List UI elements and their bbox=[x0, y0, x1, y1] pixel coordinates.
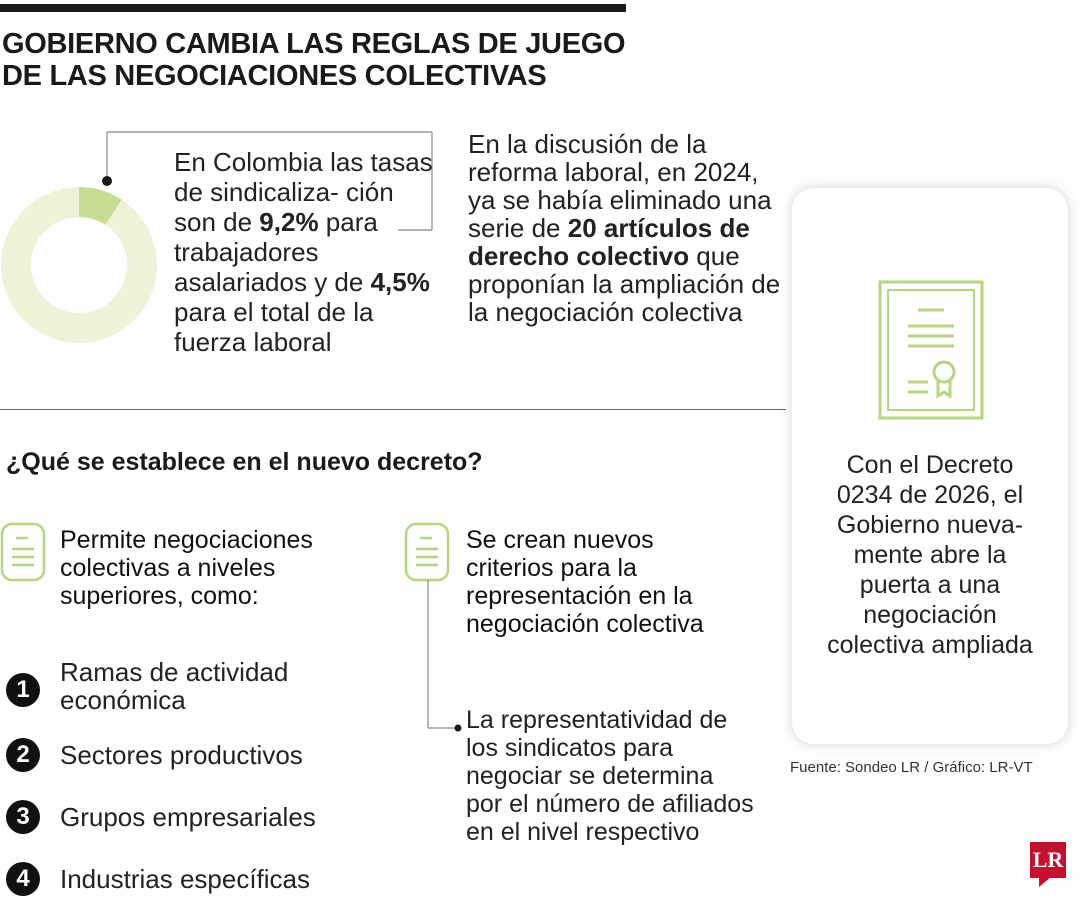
donut-ring bbox=[16, 202, 142, 328]
left-column-heading: Permite negociaciones colectivas a niveles superiores, como: bbox=[60, 526, 313, 610]
list-item-4: Industrias específicas bbox=[60, 864, 311, 894]
unionization-text-pre: En Colombia las tasas de sindicaliza- ción son de bbox=[174, 147, 433, 237]
reform-highlight: 20 artículos de derecho colectivo bbox=[468, 213, 750, 271]
item-number-1: 1 bbox=[6, 673, 40, 707]
right-column-body: La representatividad de los sindicatos para negociar se determina por el número de afiliados en el nivel respectivo bbox=[466, 706, 754, 846]
lr-logo: LR bbox=[1030, 842, 1066, 878]
item-number-3: 3 bbox=[6, 800, 40, 834]
rate-salaried: 9,2% bbox=[259, 207, 319, 237]
reform-text bbox=[468, 130, 788, 326]
page-title: GOBIERNO CAMBIA LAS REGLAS DE JUEGO DE LAS NEGOCIACIONES COLECTIVAS bbox=[2, 28, 626, 92]
list-item-2: Sectores productivos bbox=[60, 740, 303, 770]
unionization-text bbox=[174, 147, 436, 357]
unionization-text-mid: para trabajadores asalariados y de bbox=[174, 207, 378, 297]
card-text: Con el Decreto 0234 de 2026, el Gobierno nueva- mente abre la puerta a una negociación colectiva ampliada bbox=[827, 451, 1033, 659]
right-column-heading: Se crean nuevos criterios para la representación en la negociación colectiva bbox=[466, 526, 704, 638]
certificate-icon bbox=[878, 280, 984, 420]
reform-text-pre: En la discusión de la reforma laboral, en 2024, ya se había eliminado una serie de bbox=[468, 129, 772, 243]
top-rule bbox=[0, 4, 626, 12]
section-question: ¿Qué se establece en el nuevo decreto? bbox=[6, 448, 483, 476]
item-number-2: 2 bbox=[6, 738, 40, 772]
source-credit: Fuente: Sondeo LR / Gráfico: LR-VT bbox=[790, 759, 1033, 776]
unionization-text-post: para el total de la fuerza laboral bbox=[174, 297, 374, 357]
item-number-4: 4 bbox=[6, 862, 40, 896]
lr-logo-tail bbox=[1039, 877, 1051, 887]
document-icon-right bbox=[404, 522, 464, 732]
reform-text-post: que proponían la ampliación de la negociación colectiva bbox=[468, 241, 781, 327]
list-item-1: Ramas de actividad económica bbox=[60, 657, 289, 715]
section-divider bbox=[0, 409, 786, 410]
list-item-3: Grupos empresariales bbox=[60, 802, 316, 832]
rate-total: 4,5% bbox=[370, 267, 430, 297]
callout-dot bbox=[102, 176, 112, 186]
document-icon bbox=[0, 522, 48, 584]
